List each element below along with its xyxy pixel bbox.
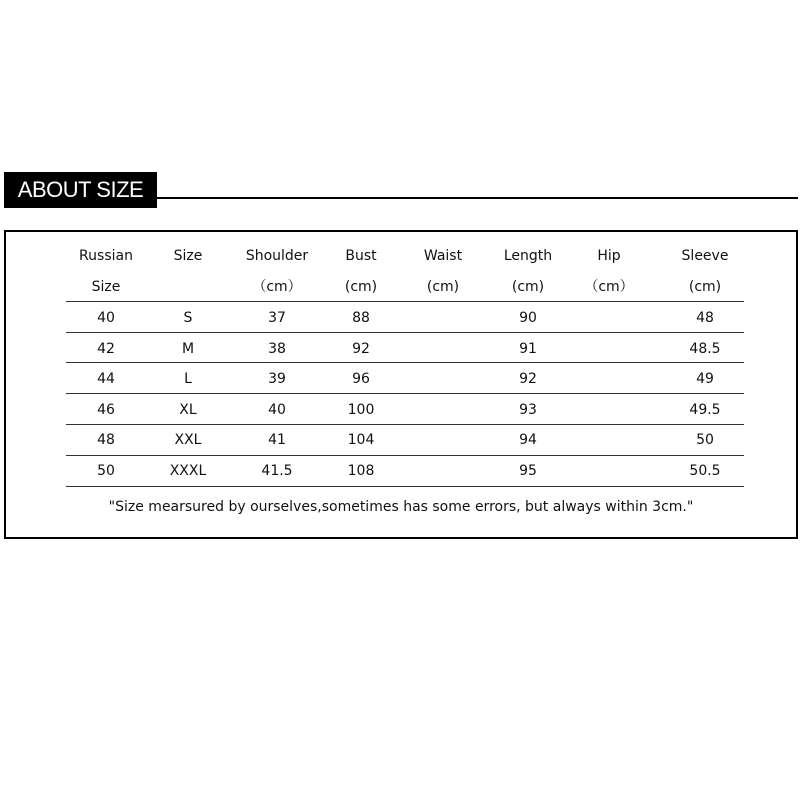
table-cell-hip bbox=[564, 339, 654, 359]
table-cell-shoulder: 39 bbox=[268, 371, 286, 387]
table-cell-shoulder: 38 bbox=[268, 341, 286, 357]
table-cell-hip bbox=[564, 461, 654, 481]
table-row-divider bbox=[66, 486, 744, 487]
table-cell-waist bbox=[398, 369, 488, 389]
table-cell-shoulder: 41.5 bbox=[261, 463, 293, 479]
title-divider bbox=[157, 197, 798, 199]
table-cell-hip bbox=[564, 369, 654, 389]
table-cell-size: XL bbox=[179, 402, 197, 418]
table-cell-hip bbox=[564, 430, 654, 450]
table-cell-length: 91 bbox=[519, 341, 537, 357]
column-unit-russian-size: Size bbox=[91, 279, 121, 295]
column-unit-shoulder: （cm） bbox=[252, 279, 302, 295]
table-cell-length: 90 bbox=[519, 310, 537, 326]
section-title: ABOUT SIZE bbox=[4, 172, 157, 208]
table-cell-length: 94 bbox=[519, 432, 537, 448]
table-cell-russian-size: 48 bbox=[97, 432, 115, 448]
table-cell-bust: 92 bbox=[352, 341, 370, 357]
column-header-waist: Waist bbox=[423, 248, 463, 264]
table-cell-waist bbox=[398, 339, 488, 359]
measurement-note: "Size mearsured by ourselves,sometimes has some errors, but always within 3cm." bbox=[108, 499, 694, 515]
column-header-length: Length bbox=[503, 248, 553, 264]
table-cell-russian-size: 46 bbox=[97, 402, 115, 418]
column-header-russian-size: Russian bbox=[79, 248, 133, 264]
table-cell-size: XXL bbox=[174, 432, 202, 448]
table-row-divider bbox=[66, 455, 744, 456]
table-cell-sleeve: 49.5 bbox=[689, 402, 721, 418]
table-cell-sleeve: 49 bbox=[696, 371, 714, 387]
table-cell-waist bbox=[398, 430, 488, 450]
table-cell-bust: 96 bbox=[352, 371, 370, 387]
column-header-sleeve: Sleeve bbox=[681, 248, 729, 264]
table-cell-sleeve: 48 bbox=[696, 310, 714, 326]
table-cell-bust: 104 bbox=[347, 432, 375, 448]
table-row-divider bbox=[66, 424, 744, 425]
table-cell-bust: 88 bbox=[352, 310, 370, 326]
table-cell-russian-size: 44 bbox=[97, 371, 115, 387]
table-cell-hip bbox=[564, 308, 654, 328]
column-unit-hip: （cm） bbox=[584, 279, 634, 295]
column-unit-length: (cm) bbox=[511, 279, 545, 295]
table-cell-sleeve: 50 bbox=[696, 432, 714, 448]
table-cell-sleeve: 48.5 bbox=[689, 341, 721, 357]
column-unit-bust: (cm) bbox=[344, 279, 378, 295]
table-cell-shoulder: 37 bbox=[268, 310, 286, 326]
table-cell-russian-size: 40 bbox=[97, 310, 115, 326]
table-cell-length: 92 bbox=[519, 371, 537, 387]
table-cell-size: M bbox=[181, 341, 195, 357]
column-header-size: Size bbox=[173, 248, 203, 264]
table-cell-shoulder: 41 bbox=[268, 432, 286, 448]
table-cell-waist bbox=[398, 461, 488, 481]
table-cell-waist bbox=[398, 400, 488, 420]
column-header-bust: Bust bbox=[345, 248, 377, 264]
table-cell-bust: 108 bbox=[347, 463, 375, 479]
column-unit-waist: (cm) bbox=[426, 279, 460, 295]
table-row-divider bbox=[66, 301, 744, 302]
table-cell-bust: 100 bbox=[347, 402, 375, 418]
table-cell-russian-size: 42 bbox=[97, 341, 115, 357]
table-cell-size: S bbox=[183, 310, 193, 326]
column-header-shoulder: Shoulder bbox=[245, 248, 309, 264]
table-cell-sleeve: 50.5 bbox=[689, 463, 721, 479]
table-cell-length: 95 bbox=[519, 463, 537, 479]
table-cell-hip bbox=[564, 400, 654, 420]
column-header-hip: Hip bbox=[597, 248, 621, 264]
column-unit-sleeve: (cm) bbox=[688, 279, 722, 295]
table-cell-size: XXXL bbox=[169, 463, 207, 479]
table-row-divider bbox=[66, 362, 744, 363]
table-cell-russian-size: 50 bbox=[97, 463, 115, 479]
table-cell-shoulder: 40 bbox=[268, 402, 286, 418]
table-cell-length: 93 bbox=[519, 402, 537, 418]
column-unit-size bbox=[143, 277, 233, 297]
table-row-divider bbox=[66, 332, 744, 333]
table-row-divider bbox=[66, 393, 744, 394]
table-cell-waist bbox=[398, 308, 488, 328]
table-cell-size: L bbox=[184, 371, 192, 387]
